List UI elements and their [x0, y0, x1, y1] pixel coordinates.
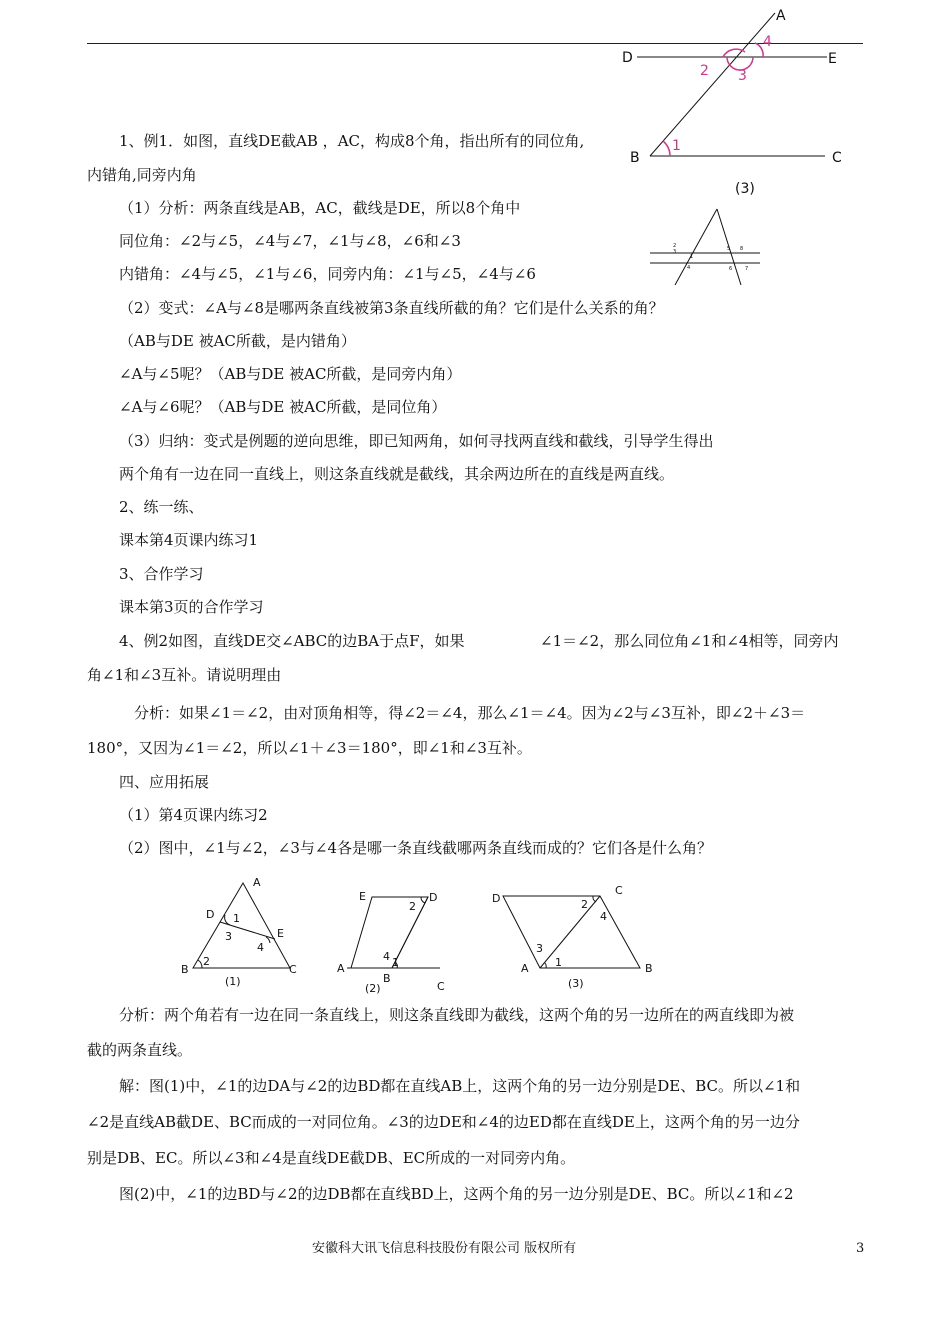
f2-label-d: D — [429, 891, 438, 904]
f1-arc-4 — [266, 937, 270, 943]
small-angle-1: 1 — [690, 254, 694, 260]
text-line: 别是DB、EC。所以∠3和∠4是直线DE截DB、EC所成的一对同旁内角。 — [87, 1149, 576, 1167]
text-line: 分析：两个角若有一边在同一条直线上，则这条直线即为截线，这两个角的另一边所在的两直线即为被 — [119, 1006, 795, 1024]
f1-label-b: B — [181, 963, 189, 976]
text-line: 角∠1和∠3互补。请说明理由 — [87, 666, 282, 684]
label-b: B — [630, 150, 640, 166]
label-angle-3: 3 — [738, 68, 747, 84]
label-e: E — [828, 51, 837, 67]
f2-angle-2: 2 — [409, 900, 416, 913]
f2-angle-4: 4 — [383, 950, 390, 963]
f1-angle-3: 3 — [225, 930, 232, 943]
angle-arc-1 — [663, 141, 670, 156]
text-line: ∠A与∠6呢？（AB与DE 被AC所截，是同位角） — [119, 398, 447, 416]
f3-angle-4: 4 — [600, 910, 607, 923]
f2-label-e: E — [359, 890, 366, 903]
figure-eight-angles — [645, 205, 765, 290]
text-line: 课本第4页课内练习1 — [119, 531, 259, 549]
text-line: 180°，又因为∠1＝∠2，所以∠1＋∠3＝180°，即∠1和∠3互补。 — [87, 739, 532, 757]
text-line: 解：图(1)中，∠1的边DA与∠2的边BD都在直线AB上，这两个角的另一边分别是DE、BC。所以∠1和 — [119, 1077, 801, 1095]
small-angle-3: 3 — [673, 249, 677, 255]
f3-label-b: B — [645, 962, 653, 975]
line-left-oblique — [675, 209, 717, 285]
f3-label-a: A — [521, 962, 529, 975]
f2-caption: (2) — [365, 982, 381, 995]
f1-label-e: E — [277, 927, 284, 940]
f2-arc-2 — [421, 897, 425, 903]
label-angle-4: 4 — [763, 34, 772, 50]
small-angle-4: 4 — [687, 265, 691, 271]
text-line: 课本第3页的合作学习 — [119, 598, 264, 616]
text-line: ∠2是直线AB截DE、BC而成的一对同位角。∠3的边DE和∠4的边ED都在直线DE上，这两个角的另一边分 — [87, 1113, 800, 1131]
footer-page-number: 3 — [856, 1241, 865, 1256]
f3-angle-2: 2 — [581, 898, 588, 911]
figure-transversal-de-ab-ac — [600, 0, 870, 200]
figure-triangle-1 — [175, 875, 310, 990]
text-line: 内错角,同旁内角 — [87, 166, 197, 184]
f2-angle-1: 1 — [392, 956, 399, 969]
small-angle-8: 8 — [740, 246, 744, 252]
text-line: 内错角：∠4与∠5，∠1与∠6，同旁内角：∠1与∠5，∠4与∠6 — [119, 265, 536, 283]
figure-quadrilateral-2 — [335, 880, 460, 995]
small-angle-2: 2 — [673, 243, 677, 249]
footer-copyright: 安徽科大讯飞信息科技股份有限公司 版权所有 — [312, 1241, 577, 1256]
text-line: 4、例2如图，直线DE交∠ABC的边BA于点F，如果 — [119, 632, 465, 650]
f1-angle-1: 1 — [233, 912, 240, 925]
small-angle-6: 6 — [729, 266, 733, 272]
f2-label-a: A — [337, 962, 345, 975]
text-line: 四、应用拓展 — [119, 773, 210, 791]
f1-arc-2 — [198, 960, 202, 968]
text-line: 1、例1．如图，直线DE截AB ，AC，构成8个角，指出所有的同位角, — [119, 132, 585, 150]
f3-parallelogram — [503, 896, 640, 968]
small-angle-5: 5 — [727, 246, 731, 252]
f3-label-c: C — [615, 884, 623, 897]
label-angle-2: 2 — [700, 63, 709, 79]
text-line: 图(2)中，∠1的边BD与∠2的边DB都在直线BD上，这两个角的另一边分别是DE、BC。所以∠1和∠2 — [119, 1185, 794, 1203]
text-line: 两个角有一边在同一直线上，则这条直线就是截线，其余两边所在的直线是两直线。 — [119, 465, 675, 483]
text-line: ∠A与∠5呢？（AB与DE 被AC所截，是同旁内角） — [119, 365, 462, 383]
text-line: 3、合作学习 — [119, 565, 204, 583]
text-line: （2）图中，∠1与∠2，∠3与∠4各是哪一条直线截哪两条直线而成的？它们各是什么角？ — [119, 839, 712, 857]
text-line: （3）归纳：变式是例题的逆向思维，即已知两角，如何寻找两直线和截线，引导学生得出 — [119, 432, 714, 450]
text-line: （1）第4页课内练习2 — [119, 806, 268, 824]
f1-label-a: A — [253, 876, 261, 889]
angle-arc-2 — [723, 49, 745, 57]
text-line: ∠1＝∠2，那么同位角∠1和∠4相等，同旁内 — [540, 632, 839, 650]
text-line: 2、练一练、 — [119, 498, 204, 516]
figure-parallelogram-3 — [488, 880, 668, 995]
f3-angle-3: 3 — [536, 942, 543, 955]
label-c: C — [832, 150, 842, 166]
f1-angle-2: 2 — [203, 955, 210, 968]
text-line: 截的两条直线。 — [87, 1041, 193, 1059]
f1-angle-4: 4 — [257, 941, 264, 954]
text-line: （1）分析：两条直线是AB，AC，截线是DE，所以8个角中 — [119, 199, 521, 217]
small-angle-7: 7 — [745, 266, 749, 272]
f3-caption: (3) — [568, 977, 584, 990]
f3-arc-1 — [545, 963, 546, 968]
f1-label-c: C — [289, 963, 297, 976]
f2-label-b: B — [383, 972, 391, 985]
line-ab — [650, 13, 775, 156]
label-angle-1: 1 — [672, 138, 681, 154]
text-line: 分析：如果∠1＝∠2，由对顶角相等，得∠2＝∠4，那么∠1＝∠4。因为∠2与∠3互补，即∠2＋∠3＝ — [134, 704, 806, 722]
label-d: D — [622, 50, 633, 66]
text-line: （2）变式：∠A与∠8是哪两条直线被第3条直线所截的角？它们是什么关系的角？ — [119, 299, 664, 317]
text-line: （AB与DE 被AC所截，是内错角） — [119, 332, 356, 350]
angle-arc-4 — [755, 43, 763, 57]
f1-label-d: D — [206, 908, 215, 921]
f2-label-c: C — [437, 980, 445, 993]
figure-caption: (3) — [735, 181, 755, 197]
label-a: A — [776, 8, 786, 24]
f1-caption: (1) — [225, 975, 241, 988]
f3-label-d: D — [492, 892, 501, 905]
f3-diagonal-ac — [540, 896, 600, 968]
f3-angle-1: 1 — [555, 956, 562, 969]
text-line: 同位角：∠2与∠5，∠4与∠7，∠1与∠8，∠6和∠3 — [119, 232, 461, 250]
